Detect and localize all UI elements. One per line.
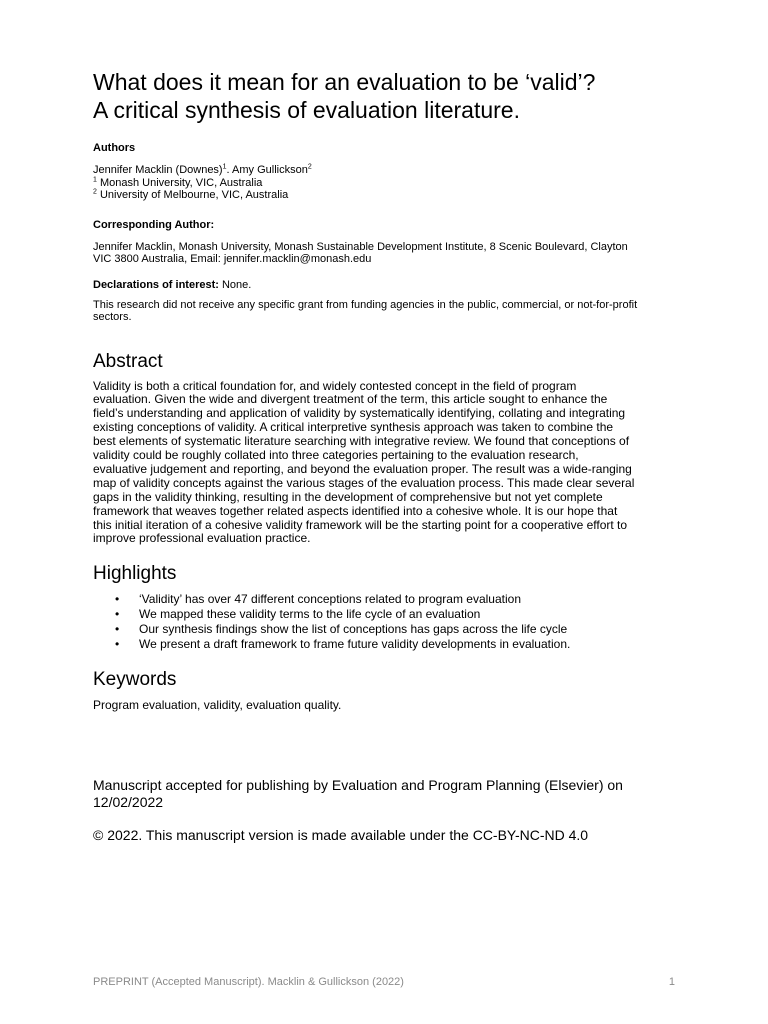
- author-name-2: . Amy Gullickson: [226, 164, 308, 176]
- declarations-value: None.: [218, 278, 252, 291]
- author-sup-2: 2: [307, 163, 312, 171]
- keywords-heading: Keywords: [93, 669, 177, 691]
- abstract-line: Validity is both a critical foundation for, and widely contested concept in the field of program: [93, 378, 577, 393]
- declarations-label: Declarations of interest:: [93, 278, 219, 291]
- copyright-notice: © 2022. This manuscript version is made available under the CC-BY-NC-ND 4.0: [93, 827, 589, 844]
- abstract-line: this initial iteration of a cohesive validity framework will be the starting point for a cooperative effort to: [93, 517, 628, 532]
- bullet-icon: •: [115, 622, 120, 637]
- corresponding-line-1: Jennifer Macklin, Monash University, Monash Sustainable Development Institute, 8 Scenic Boulevard, Clayton: [93, 240, 628, 253]
- bullet-icon: •: [115, 637, 120, 652]
- manuscript-line-1: Manuscript accepted for publishing by Evaluation and Program Planning (Elsevier) on: [93, 777, 623, 794]
- title-line-2: A critical synthesis of evaluation literature.: [93, 97, 520, 123]
- bullet-icon: •: [115, 592, 120, 607]
- affiliation-2: [93, 189, 678, 202]
- paper-page: [93, 68, 678, 844]
- abstract-line: improve professional evaluation practice.: [93, 531, 311, 546]
- highlight-text: We mapped these validity terms to the life cycle of an evaluation: [139, 607, 481, 622]
- affiliation-1-text: Monash University, VIC, Australia: [99, 176, 263, 189]
- manuscript-note: [93, 777, 678, 811]
- highlights-list: [93, 592, 678, 652]
- funding-line-2: sectors.: [93, 311, 132, 323]
- author-names: [93, 164, 678, 177]
- highlight-item: [93, 592, 678, 607]
- abstract-text: [93, 380, 678, 547]
- abstract-line: evaluative judgement and reporting, and beyond the evaluation proper. The result was a wide-ranging: [93, 461, 632, 476]
- authors-heading: Authors: [93, 142, 136, 154]
- abstract-heading: Abstract: [93, 350, 163, 372]
- abstract-line: map of validity concepts against the various stages of the evaluation process. This made clear several: [93, 475, 635, 490]
- highlight-item: [93, 607, 678, 622]
- highlight-item: [93, 622, 678, 637]
- abstract-line: existing conceptions of validity. A critical interpretive synthesis approach was taken to combine the: [93, 420, 614, 435]
- manuscript-line-2: 12/02/2022: [93, 794, 164, 811]
- declarations: [93, 278, 678, 292]
- funding-statement: [93, 299, 678, 324]
- corresponding-line-2: VIC 3800 Australia, Email: jennifer.macklin@monash.edu: [93, 253, 372, 265]
- affiliation-2-sup: 2: [93, 188, 97, 196]
- affiliation-2-text: University of Melbourne, VIC, Australia: [99, 189, 289, 201]
- abstract-line: best elements of systematic literature searching with integrative review. We found that conceptions of: [93, 434, 630, 449]
- corresponding-block: [93, 241, 678, 266]
- page-number: 1: [668, 976, 675, 988]
- corresponding-heading: Corresponding Author:: [93, 218, 215, 231]
- highlights-heading: Highlights: [93, 563, 177, 585]
- paper-title: [93, 68, 678, 124]
- abstract-line: framework that weaves together related aspects identified into a cohesive whole. It is our hope that: [93, 503, 618, 518]
- author-sup-1: 1: [222, 163, 227, 171]
- page-footer: [93, 976, 675, 988]
- abstract-line: gaps in the validity thinking, resulting in the development of comprehensive but not yet complete: [93, 489, 603, 504]
- highlight-item: [93, 637, 678, 652]
- affiliation-1: [93, 177, 678, 190]
- authors-block: [93, 164, 678, 202]
- affiliation-1-sup: 1: [93, 175, 97, 183]
- highlight-text: Our synthesis findings show the list of conceptions has gaps across the life cycle: [139, 622, 568, 637]
- title-line-1: What does it mean for an evaluation to be ‘valid’?: [93, 69, 596, 95]
- highlight-text: We present a draft framework to frame future validity developments in evaluation.: [139, 637, 571, 652]
- footer-text: PREPRINT (Accepted Manuscript). Macklin & Gullickson (2022): [93, 976, 404, 988]
- highlight-text: ‘Validity’ has over 47 different conceptions related to program evaluation: [139, 592, 522, 607]
- bullet-icon: •: [115, 607, 120, 622]
- abstract-line: field’s understanding and application of validity by systematically identifying, collating and integrating: [93, 406, 626, 421]
- abstract-line: evaluation. Given the wide and divergent treatment of the term, this article sought to enhance the: [93, 392, 608, 407]
- author-name-1: Jennifer Macklin (Downes): [93, 164, 223, 176]
- funding-line-1: This research did not receive any specific grant from funding agencies in the public, commercial, or not-for-profit: [93, 298, 638, 311]
- keywords-text: Program evaluation, validity, evaluation quality.: [93, 698, 342, 713]
- abstract-line: validity could be roughly collated into three categories pertaining to the evaluation research,: [93, 448, 579, 463]
